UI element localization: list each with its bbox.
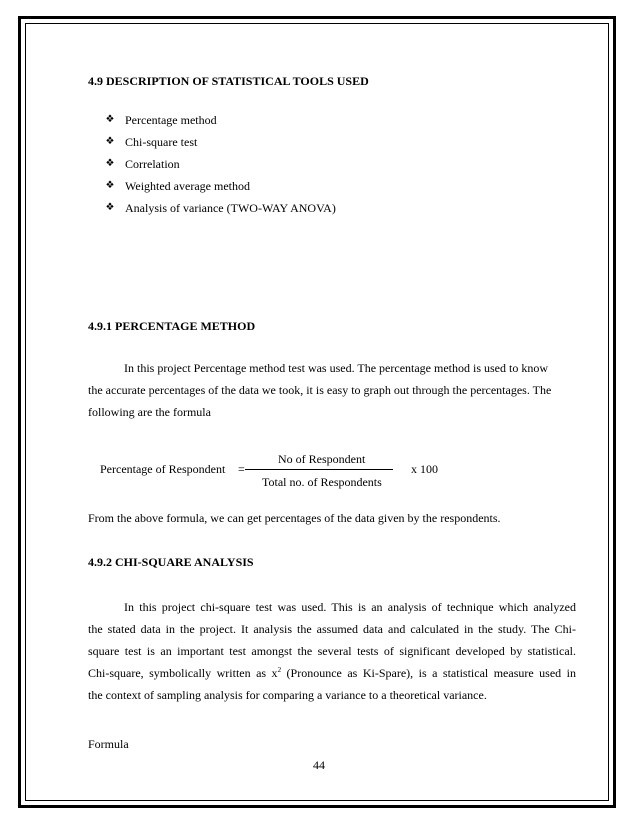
- superscript-two: 2: [277, 666, 282, 674]
- section-4-9-1-heading: 4.9.1 PERCENTAGE METHOD: [88, 319, 256, 333]
- list-item-label: Analysis of variance (TWO-WAY ANOVA): [125, 201, 336, 215]
- paragraph-line: In this project chi-square test was used. This is an analysis of technique which analyzed: [124, 600, 576, 614]
- fraction-bar: [245, 469, 393, 470]
- list-item: [104, 156, 336, 178]
- list-item: [104, 134, 336, 156]
- list-item-label: Weighted average method: [125, 179, 250, 193]
- section-4-9-2-heading: 4.9.2 CHI-SQUARE ANALYSIS: [88, 555, 254, 569]
- diamond-bullet-icon: ❖: [105, 180, 115, 191]
- paragraph-line: the stated data in the project. It analysis the assumed data and calculated in the study. The Chi-: [88, 622, 576, 636]
- formula-label: Formula: [88, 737, 129, 751]
- formula-multiplier: x 100: [411, 462, 438, 476]
- diamond-bullet-icon: ❖: [105, 136, 115, 147]
- list-item: [104, 200, 336, 222]
- diamond-bullet-icon: ❖: [105, 158, 115, 169]
- percentage-method-paragraph: [88, 357, 576, 423]
- paragraph-line: the context of sampling analysis for comparing a variance to a theoretical variance.: [88, 688, 487, 702]
- formula-denominator: Total no. of Respondents: [262, 475, 382, 489]
- paragraph-line: In this project Percentage method test was used. The percentage method is used to know: [124, 361, 548, 375]
- page-number: 44: [313, 758, 325, 772]
- list-item-label: Chi-square test: [125, 135, 198, 149]
- diamond-bullet-icon: ❖: [105, 202, 115, 213]
- line-text-after: (Pronounce as Ki-Spare), is a statistical measure used in: [281, 666, 576, 680]
- formula-lhs: Percentage of Respondent: [100, 462, 226, 476]
- list-item-label: Correlation: [125, 157, 180, 171]
- formula-numerator: No of Respondent: [278, 452, 366, 466]
- line-text-before: Chi-square, symbolically written as x: [88, 666, 278, 680]
- paragraph-line: square test is an important test amongst the several tests of significant developed by statistical.: [88, 644, 576, 658]
- paragraph-line: [88, 662, 576, 684]
- diamond-bullet-icon: ❖: [105, 114, 115, 125]
- paragraph-line: the accurate percentages of the data we took, it is easy to graph out through the percentages. The: [88, 383, 552, 397]
- paragraph-line: following are the formula: [88, 405, 211, 419]
- after-formula-text: From the above formula, we can get percentages of the data given by the respondents.: [88, 511, 501, 525]
- chi-square-paragraph: [88, 596, 576, 706]
- list-item: [104, 178, 336, 200]
- statistical-tools-list: [104, 112, 336, 222]
- list-item: [104, 112, 336, 134]
- section-4-9-heading: 4.9 DESCRIPTION OF STATISTICAL TOOLS USED: [88, 74, 369, 88]
- formula-equals: =: [238, 462, 245, 476]
- list-item-label: Percentage method: [125, 113, 217, 127]
